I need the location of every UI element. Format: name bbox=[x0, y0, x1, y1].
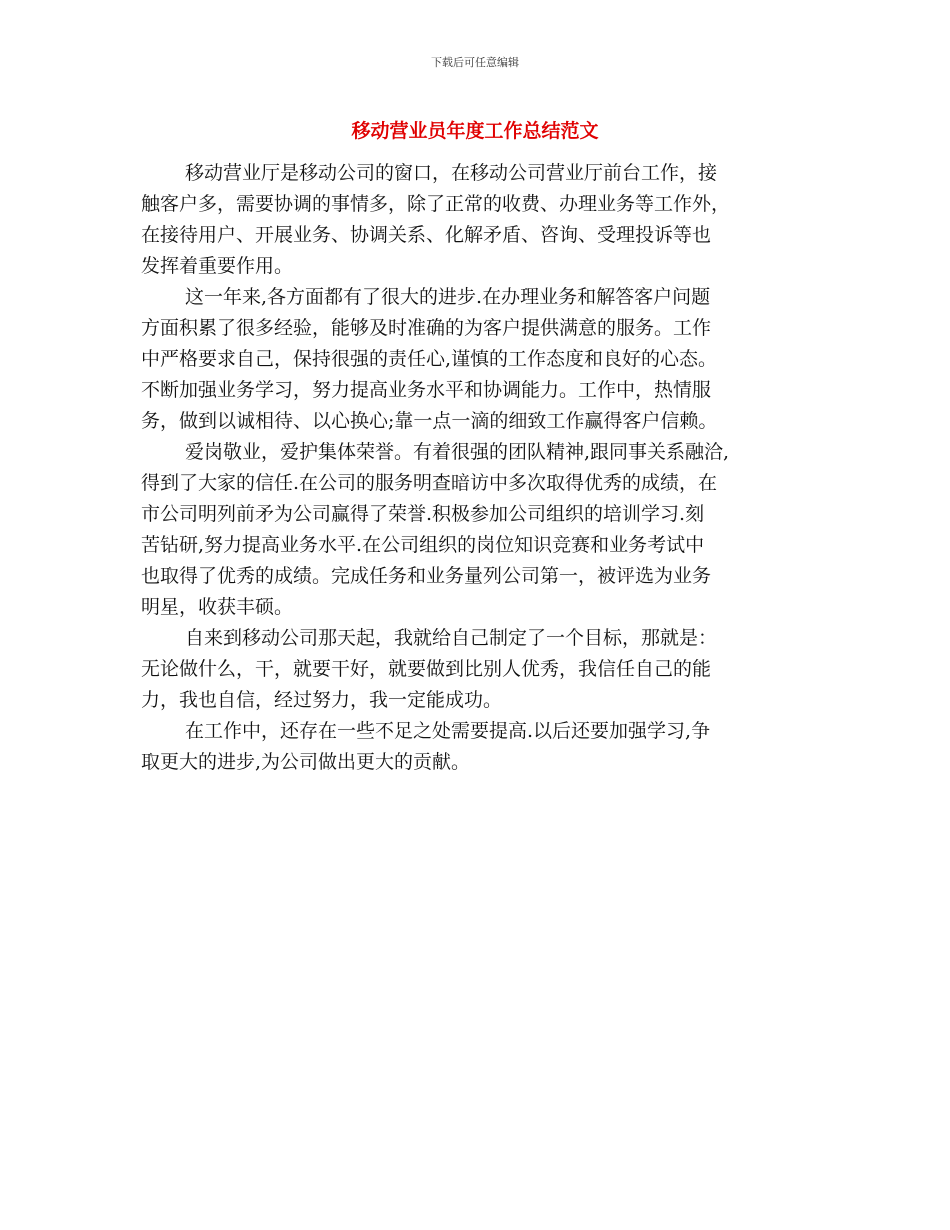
paragraph-3 bbox=[141, 437, 816, 623]
paragraph-4 bbox=[141, 623, 816, 716]
paragraph-2 bbox=[141, 282, 816, 437]
text-line: 触客户多，需要协调的事情多，除了正常的收费、办理业务等工作外， bbox=[141, 193, 731, 215]
text-line: 移动营业厅是移动公司的窗口，在移动公司营业厅前台工作，接 bbox=[185, 162, 718, 184]
text-line: 这一年来,各方面都有了很大的进步.在办理业务和解答客户问题 bbox=[185, 286, 711, 308]
text-line: 也取得了优秀的成绩。完成任务和业务量列公司第一，被评选为业务 bbox=[141, 565, 712, 587]
text-line: 得到了大家的信任.在公司的服务明查暗访中多次取得优秀的成绩，在 bbox=[141, 472, 718, 494]
text-line: 明星，收获丰硕。 bbox=[141, 596, 294, 618]
text-line: 自来到移动公司那天起，我就给自己制定了一个目标，那就是： bbox=[185, 627, 718, 649]
text-line: 取更大的进步,为公司做出更大的贡献。 bbox=[141, 751, 471, 773]
text-line: 苦钻研,努力提高业务水平.在公司组织的岗位知识竞赛和业务考试中 bbox=[141, 534, 705, 556]
text-line: 务，做到以诚相待、以心换心;靠一点一滴的细致工作赢得客户信赖。 bbox=[141, 410, 718, 432]
text-line: 方面积累了很多经验，能够及时准确的为客户提供满意的服务。工作 bbox=[141, 317, 712, 339]
paragraph-5 bbox=[141, 716, 816, 778]
text-line: 力，我也自信，经过努力，我一定能成功。 bbox=[141, 689, 503, 711]
paragraph-1 bbox=[141, 158, 816, 282]
header-note: 下载后可任意编辑 bbox=[431, 56, 519, 69]
document-title: 移动营业员年度工作总结范文 bbox=[351, 120, 599, 142]
text-line: 在工作中，还存在一些不足之处需要提高.以后还要加强学习,争 bbox=[185, 720, 711, 742]
text-line: 爱岗敬业，爱护集体荣誉。有着很强的团队精神,跟同事关系融洽, bbox=[185, 441, 730, 463]
text-line: 中严格要求自己，保持很强的责任心,谨慎的工作态度和良好的心态。 bbox=[141, 348, 718, 370]
text-line: 发挥着重要作用。 bbox=[141, 255, 294, 277]
text-line: 市公司明列前矛为公司赢得了荣誉.积极参加公司组织的培训学习.刻 bbox=[141, 503, 705, 525]
text-line: 无论做什么，干，就要干好，就要做到比别人优秀，我信任自己的能 bbox=[141, 658, 712, 680]
text-line: 在接待用户、开展业务、协调关系、化解矛盾、咨询、受理投诉等也 bbox=[141, 224, 712, 246]
text-line: 不断加强业务学习，努力提高业务水平和协调能力。工作中，热情服 bbox=[141, 379, 712, 401]
document-body bbox=[141, 158, 816, 778]
